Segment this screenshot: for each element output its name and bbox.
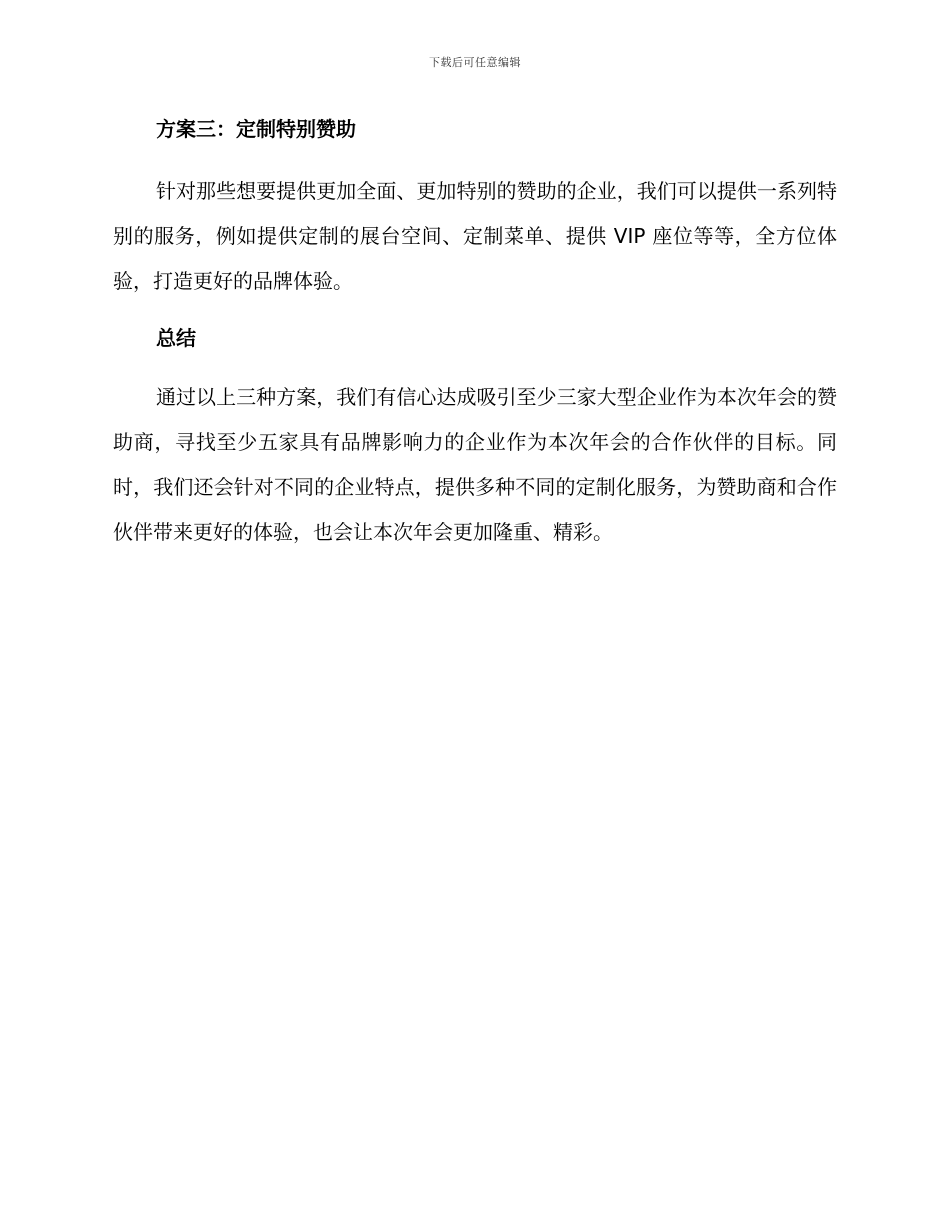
section-heading-plan-three: 方案三：定制特别赞助 — [156, 117, 356, 141]
section-paragraph-summary: 通过以上三种方案，我们有信心达成吸引至少三家大型企业作为本次年会的赞助商，寻找至少五家具有品牌影响力的企业作为本次年会的合作伙伴的目标。同时，我们还会针对不同的企业特点，提供多种不同的定制化服务，为赞助商和合作伙伴带来更好的体验，也会让本次年会更加隆重、精彩。 — [113, 385, 837, 544]
document-body — [113, 114, 837, 555]
section-heading-summary: 总结 — [156, 326, 196, 350]
section-paragraph-plan-three: 针对那些想要提供更加全面、更加特别的赞助的企业，我们可以提供一系列特别的服务，例如提供定制的展台空间、定制菜单、提供 VIP 座位等等，全方位体验，打造更好的品牌体验。 — [113, 179, 837, 293]
page-header: 下载后可任意编辑 — [429, 56, 521, 69]
